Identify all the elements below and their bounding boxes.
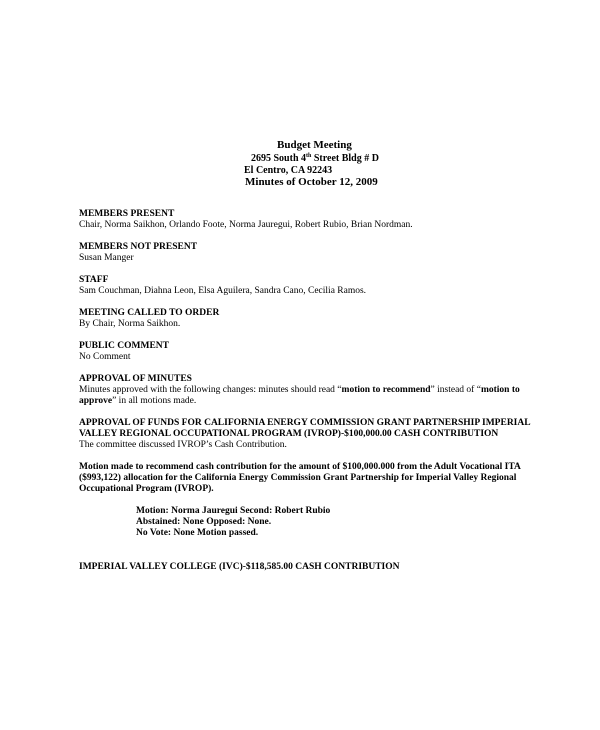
vote-line-no-vote: No Vote: None Motion passed. [136,528,259,538]
staff-heading: STAFF [79,275,109,285]
public-comment-heading: PUBLIC COMMENT [79,341,169,351]
public-comment-section [79,341,539,363]
called-to-order-heading: MEETING CALLED TO ORDER [79,308,220,318]
approval-funds-text: The committee discussed IVROP’s Cash Contribution. [79,440,287,450]
address-prefix: 2695 South 4 [251,153,307,164]
approval-bold-1: motion to recommend [341,385,431,395]
public-comment-text: No Comment [79,352,131,362]
minutes-body [79,209,539,573]
members-not-present-text: Susan Manger [79,253,134,263]
ivc-heading: IMPERIAL VALLEY COLLEGE (IVC)-$118,585.00 CASH CONTRIBUTION [79,562,400,572]
approval-text-2: ” instead of “ [430,385,481,395]
section-spacer [79,539,539,562]
approval-funds-heading: APPROVAL OF FUNDS FOR CALIFORNIA ENERGY COMMISSION GRANT PARTNERSHIP IMPERIAL VALLEY REGIONAL OCCUPATIONAL PROGRAM (IVROP)-$100,000.00 CASH CONTRIBUTION [79,418,531,439]
meeting-title: Budget Meeting [277,139,352,151]
address-suffix: Street Bldg # D [311,153,379,164]
staff-text: Sam Couchman, Diahna Leon, Elsa Aguilera, Sandra Cano, Cecilia Ramos. [79,286,367,296]
vote-line-motion: Motion: Norma Jauregui Second: Robert Rubio [136,506,331,516]
approval-funds-section [79,418,539,451]
address-superscript: th [306,153,312,159]
approval-minutes-text [79,385,539,407]
called-to-order-text: By Chair, Norma Saikhon. [79,319,181,329]
approval-bold-2: motion to approve [79,385,520,406]
members-not-present-section [79,242,539,264]
approval-minutes-heading: APPROVAL OF MINUTES [79,374,192,384]
approval-text-3: ” in all motions made. [112,396,197,406]
members-not-present-heading: MEMBERS NOT PRESENT [79,242,198,252]
vote-block [79,506,539,539]
approval-minutes-section [79,374,539,407]
staff-section [79,275,539,297]
members-present-text: Chair, Norma Saikhon, Orlando Foote, Norma Jauregui, Robert Rubio, Brian Nordman. [79,220,413,230]
called-to-order-section [79,308,539,330]
meeting-address [251,153,379,164]
motion-text: Motion made to recommend cash contribution for the amount of $100,000.000 from the Adult Vocational ITA ($993,122) allocation for the California Energy Commission Grant Partnership for Imperial Valley Regional Occupational Program (IVROP). [79,462,521,494]
members-present-section [79,209,539,231]
approval-text-1: Minutes approved with the following changes: minutes should read “ [79,385,342,395]
meeting-city: El Centro, CA 92243 [244,165,333,176]
minutes-date: Minutes of October 12, 2009 [245,176,378,188]
vote-line-abstained: Abstained: None Opposed: None. [136,517,272,527]
members-present-heading: MEMBERS PRESENT [79,209,175,219]
